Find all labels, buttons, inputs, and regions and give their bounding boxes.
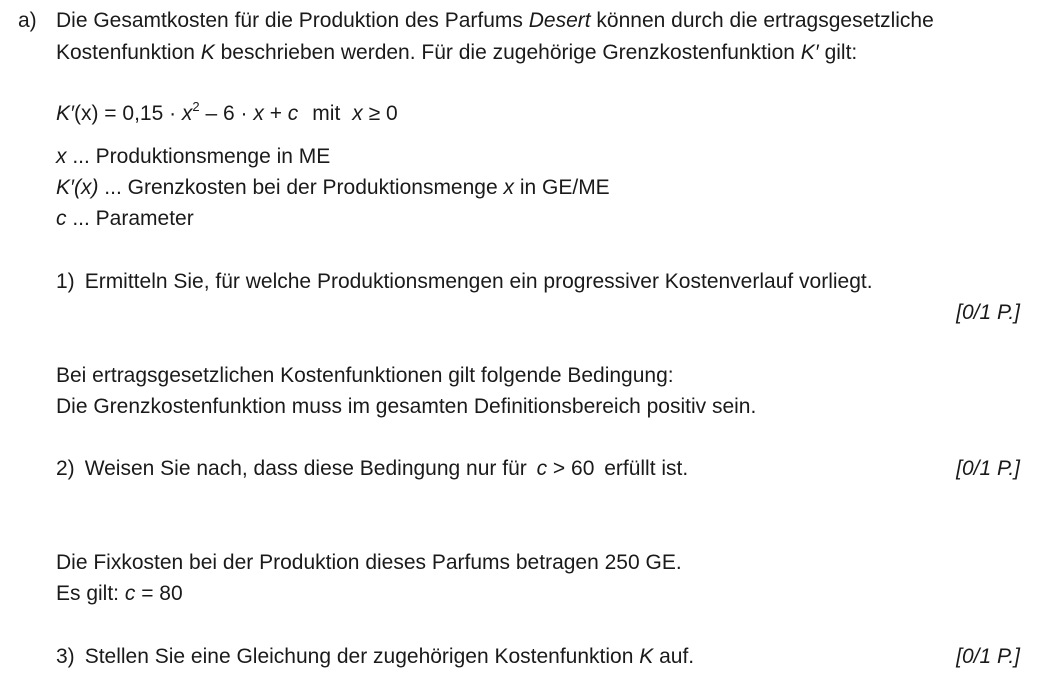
intro-line-2 — [56, 42, 857, 63]
definition-text: in GE/ME — [514, 176, 610, 199]
var-c: c — [124, 582, 136, 605]
task-1 — [56, 271, 873, 292]
var-K: K — [639, 645, 654, 668]
task-2-points: [0/1 P.] — [956, 457, 1020, 480]
part-label: a) — [18, 9, 37, 32]
formula-arg: (x) — [73, 102, 99, 125]
definition-k-prime — [56, 177, 610, 198]
task-number: 3) — [56, 645, 75, 668]
formula-condition: ≥ 0 — [362, 102, 398, 125]
var-c: c — [56, 207, 67, 230]
task-text: erfüllt ist. — [598, 457, 689, 480]
definition-x — [56, 146, 330, 167]
formula-part: + — [263, 102, 288, 125]
exponent: 2 — [192, 99, 200, 114]
var-c: c — [287, 102, 299, 125]
intro-line-1 — [56, 10, 934, 31]
var-x: x — [503, 176, 514, 199]
fixed-cost-line-1: Die Fixkosten bei der Produktion dieses Parfums betragen 250 GE. — [56, 551, 682, 574]
definition-text: ... Grenzkosten bei der Produktionsmenge — [98, 176, 504, 199]
task-number: 2) — [56, 457, 75, 480]
intro-text: gilt: — [818, 41, 858, 64]
task-condition: > 60 — [547, 457, 595, 480]
marginal-cost-formula — [56, 99, 398, 125]
var-K: K — [200, 41, 215, 64]
condition-line-2: Die Grenzkostenfunktion muss im gesamten Definitionsbereich positiv sein. — [56, 395, 757, 418]
var-c: c — [536, 457, 548, 480]
intro-text: Die Gesamtkosten für die Produktion des Parfums — [56, 9, 529, 32]
fixed-text: Es gilt: — [56, 582, 125, 605]
fixed-text: = 80 — [135, 582, 183, 605]
task-text: auf. — [653, 645, 695, 668]
condition-line-1: Bei ertragsgesetzlichen Kostenfunktionen gilt folgende Bedingung: — [56, 364, 674, 387]
formula-part: = 0,15 · — [98, 102, 182, 125]
task-text: Stellen Sie eine Gleichung der zugehörigen Kostenfunktion — [84, 645, 640, 668]
formula-mit: mit — [312, 102, 341, 125]
var-x: x — [352, 102, 363, 125]
task-number: 1) — [56, 270, 75, 293]
var-K-prime: K′ — [800, 41, 819, 64]
definition-c — [56, 208, 194, 229]
fixed-cost-line-2 — [56, 583, 183, 604]
intro-text: können durch die ertragsgesetzliche — [590, 9, 934, 32]
intro-text: beschrieben werden. Für die zugehörige Grenzkostenfunktion — [214, 41, 801, 64]
var-x: x — [56, 145, 67, 168]
formula-part: – 6 · — [199, 102, 254, 125]
var-x: x — [181, 102, 193, 125]
task-2 — [56, 458, 688, 479]
product-name: Desert — [528, 9, 591, 32]
var-x: x — [253, 102, 264, 125]
intro-text: Kostenfunktion — [56, 41, 201, 64]
var-K-prime: K′(x) — [56, 176, 99, 199]
definition-text: ... Parameter — [66, 207, 194, 230]
task-3 — [56, 646, 694, 667]
task-text: Weisen Sie nach, dass diese Bedingung nur für — [84, 457, 533, 480]
definition-text: ... Produktionsmenge in ME — [66, 145, 331, 168]
task-3-points: [0/1 P.] — [956, 645, 1020, 668]
var-K-prime: K′ — [56, 102, 74, 125]
task-text: Ermitteln Sie, für welche Produktionsmengen ein progressiver Kostenverlauf vorliegt. — [84, 270, 873, 293]
task-1-points: [0/1 P.] — [956, 301, 1020, 324]
